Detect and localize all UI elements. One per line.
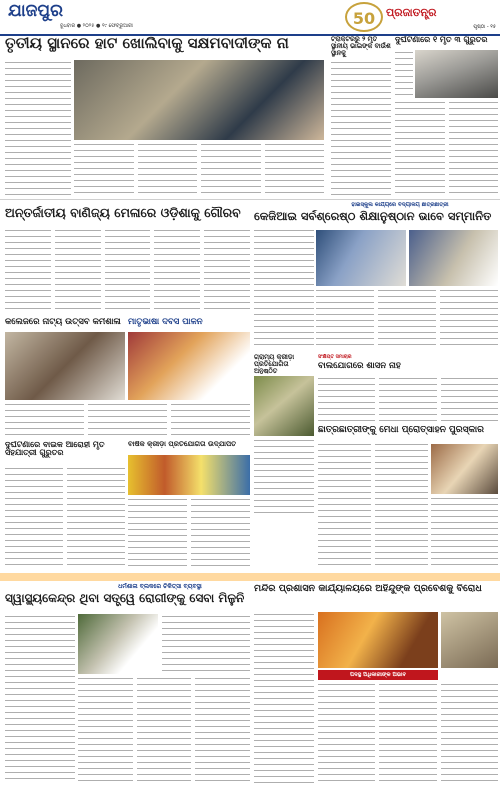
- health-body-a: [5, 614, 75, 784]
- school-rule-body: [318, 376, 498, 422]
- masthead: [0, 0, 500, 36]
- temple-headline: ମନ୍ଦିର ପ୍ରଶାସନ କାର୍ଯ୍ୟାଳୟରେ ଅହିନ୍ଦୁଙ୍କ ପ୍ରବେଶକୁ ବିରୋଧ: [254, 584, 482, 594]
- newspaper-brand: ପ୍ରଜାତନ୍ତ୍ର: [386, 6, 437, 19]
- sports-headline: ବାର୍ଷିକ କ୍ରୀଡ଼ା ପ୍ରତିଯୋଗିତା ଉଦ୍‌ଯାପିତ: [128, 441, 237, 448]
- college-headline: କଲେଜରେ ନାଟ୍ୟ ଉତ୍ସବ କର୍ମଶାଳା: [5, 318, 121, 327]
- accident-photo: [415, 50, 498, 98]
- page-number: ପୃଷ୍ଠା - ୧୫: [473, 24, 496, 30]
- health-kicker: ଧର୍ମଶାଳା ବ୍ଲକରେ ଚିକିତ୍ସା ବ୍ୟବସ୍ଥା: [118, 583, 202, 590]
- temple-photo: [318, 612, 438, 668]
- temple-photo-2: [441, 612, 498, 668]
- city-name: ଯାଜପୁର: [8, 1, 63, 21]
- side-top-headline: ଟ୍ରାକ୍‌ଟରରୁ ୨ ମୃତ ସ୍ଥାନୀୟ ଭାଇଙ୍କ ବାଉଁଶ ସ୍ଥାନକୁ: [331, 36, 391, 57]
- mother-tongue-photo: [128, 332, 250, 400]
- scholar-headline: ଛାତ୍ରଛାତ୍ରୀଙ୍କୁ ମେଧା ପ୍ରୋତ୍ସାହନ ପୁରସ୍କାର: [318, 426, 484, 435]
- anniversary-logo: 50: [345, 2, 383, 32]
- kiit-kicker: ହାଇସ୍କୁଲ କାର୍ଯ୍ୟରେ ବିଦ୍ୟାଳୟ ଛାତ୍ରଛାତ୍ରୀ: [351, 202, 449, 208]
- cricket-body: [254, 438, 314, 518]
- bike-headline: ଦୁର୍ଘଟଣାରେ ବାଇକ ଆରୋହୀ ମୃତ ସହଯାତ୍ରୀ ଗୁରୁତର: [5, 441, 105, 458]
- lead-headline: ତୃତୀୟ ସ୍ଥାନରେ ହାଟ ଖୋଲିବାକୁ ସକ୍ଷମବାଦୀଙ୍କ ନା: [5, 36, 289, 52]
- divider: [0, 199, 500, 200]
- school-rule-headline: ବାଲିଯୋଗରେ ଶାସନ ନାହିଁ: [318, 362, 401, 371]
- kiit-photo-2: [409, 230, 498, 286]
- school-rule-kicker: ସଂକ୍ଷିପ୍ତ ସମାଚାର: [318, 354, 352, 360]
- kiit-photo: [316, 230, 406, 286]
- accident-body-a: [395, 50, 413, 98]
- cricket-headline: ଗ୍ରାମ୍ୟ କ୍ରୀଡ଼ା ପ୍ରତିଯୋଗିତା ଅନୁଷ୍ଠିତ: [254, 354, 295, 374]
- sports-photo: [128, 455, 250, 495]
- kiit-body: [316, 288, 498, 350]
- temple-box-label: ପଦସ୍ଥ ଅଧିକାରୀଙ୍କ ଅଭାବ: [318, 670, 438, 680]
- health-photo: [78, 614, 158, 674]
- sports-body: [128, 497, 250, 570]
- lead-body: [74, 142, 324, 196]
- mother-tongue-headline: ମାତୃଭାଷା ଦିବସ ପାଳନ: [128, 318, 203, 327]
- accident-headline: ଦୁର୍ଘଟଣାରେ ୧ ମୃତ ୩ ଗୁରୁତର: [395, 36, 488, 44]
- accident-body: [395, 100, 498, 196]
- college-body: [5, 402, 250, 438]
- cricket-photo: [254, 376, 314, 436]
- temple-body: [318, 682, 498, 784]
- scholar-body: [318, 442, 428, 570]
- health-headline: ସ୍ୱାସ୍ଥ୍ୟକେନ୍ଦ୍ର ଥିବା ସତ୍ତ୍ୱେ ରୋଗୀଙ୍କୁ ସେବା ମିଳୁନି: [5, 592, 245, 605]
- side-top-body: [331, 60, 391, 196]
- scholar-body-b: [431, 496, 498, 570]
- kiit-body-a: [254, 228, 314, 350]
- lead-photo: [74, 60, 324, 140]
- health-body-c: [162, 614, 250, 674]
- fair-body: [5, 228, 250, 314]
- college-photo: [5, 332, 125, 400]
- bike-body: [5, 466, 125, 570]
- health-body: [78, 676, 250, 784]
- lead-body-col: [5, 60, 71, 196]
- fair-headline: ଅନ୍ତର୍ଜାତୀୟ ବାଣିଜ୍ୟ ମେଳାରେ ଓଡ଼ିଶାକୁ ଗୌରବ: [5, 206, 241, 220]
- kiit-headline: କେଜିଆଇ ସର୍ବଶ୍ରେଷ୍ଠ ଶିକ୍ଷାନୁଷ୍ଠାନ ଭାବେ ସମ୍ମାନିତ: [254, 210, 492, 223]
- dateline: ବୁଧବାର ● ୨୦୨୫ ● ୧୯ ଫେବ୍ରୁଆରୀ: [60, 23, 133, 29]
- section-band: [0, 573, 500, 581]
- temple-body-a: [254, 612, 314, 784]
- scholar-photo: [431, 444, 498, 494]
